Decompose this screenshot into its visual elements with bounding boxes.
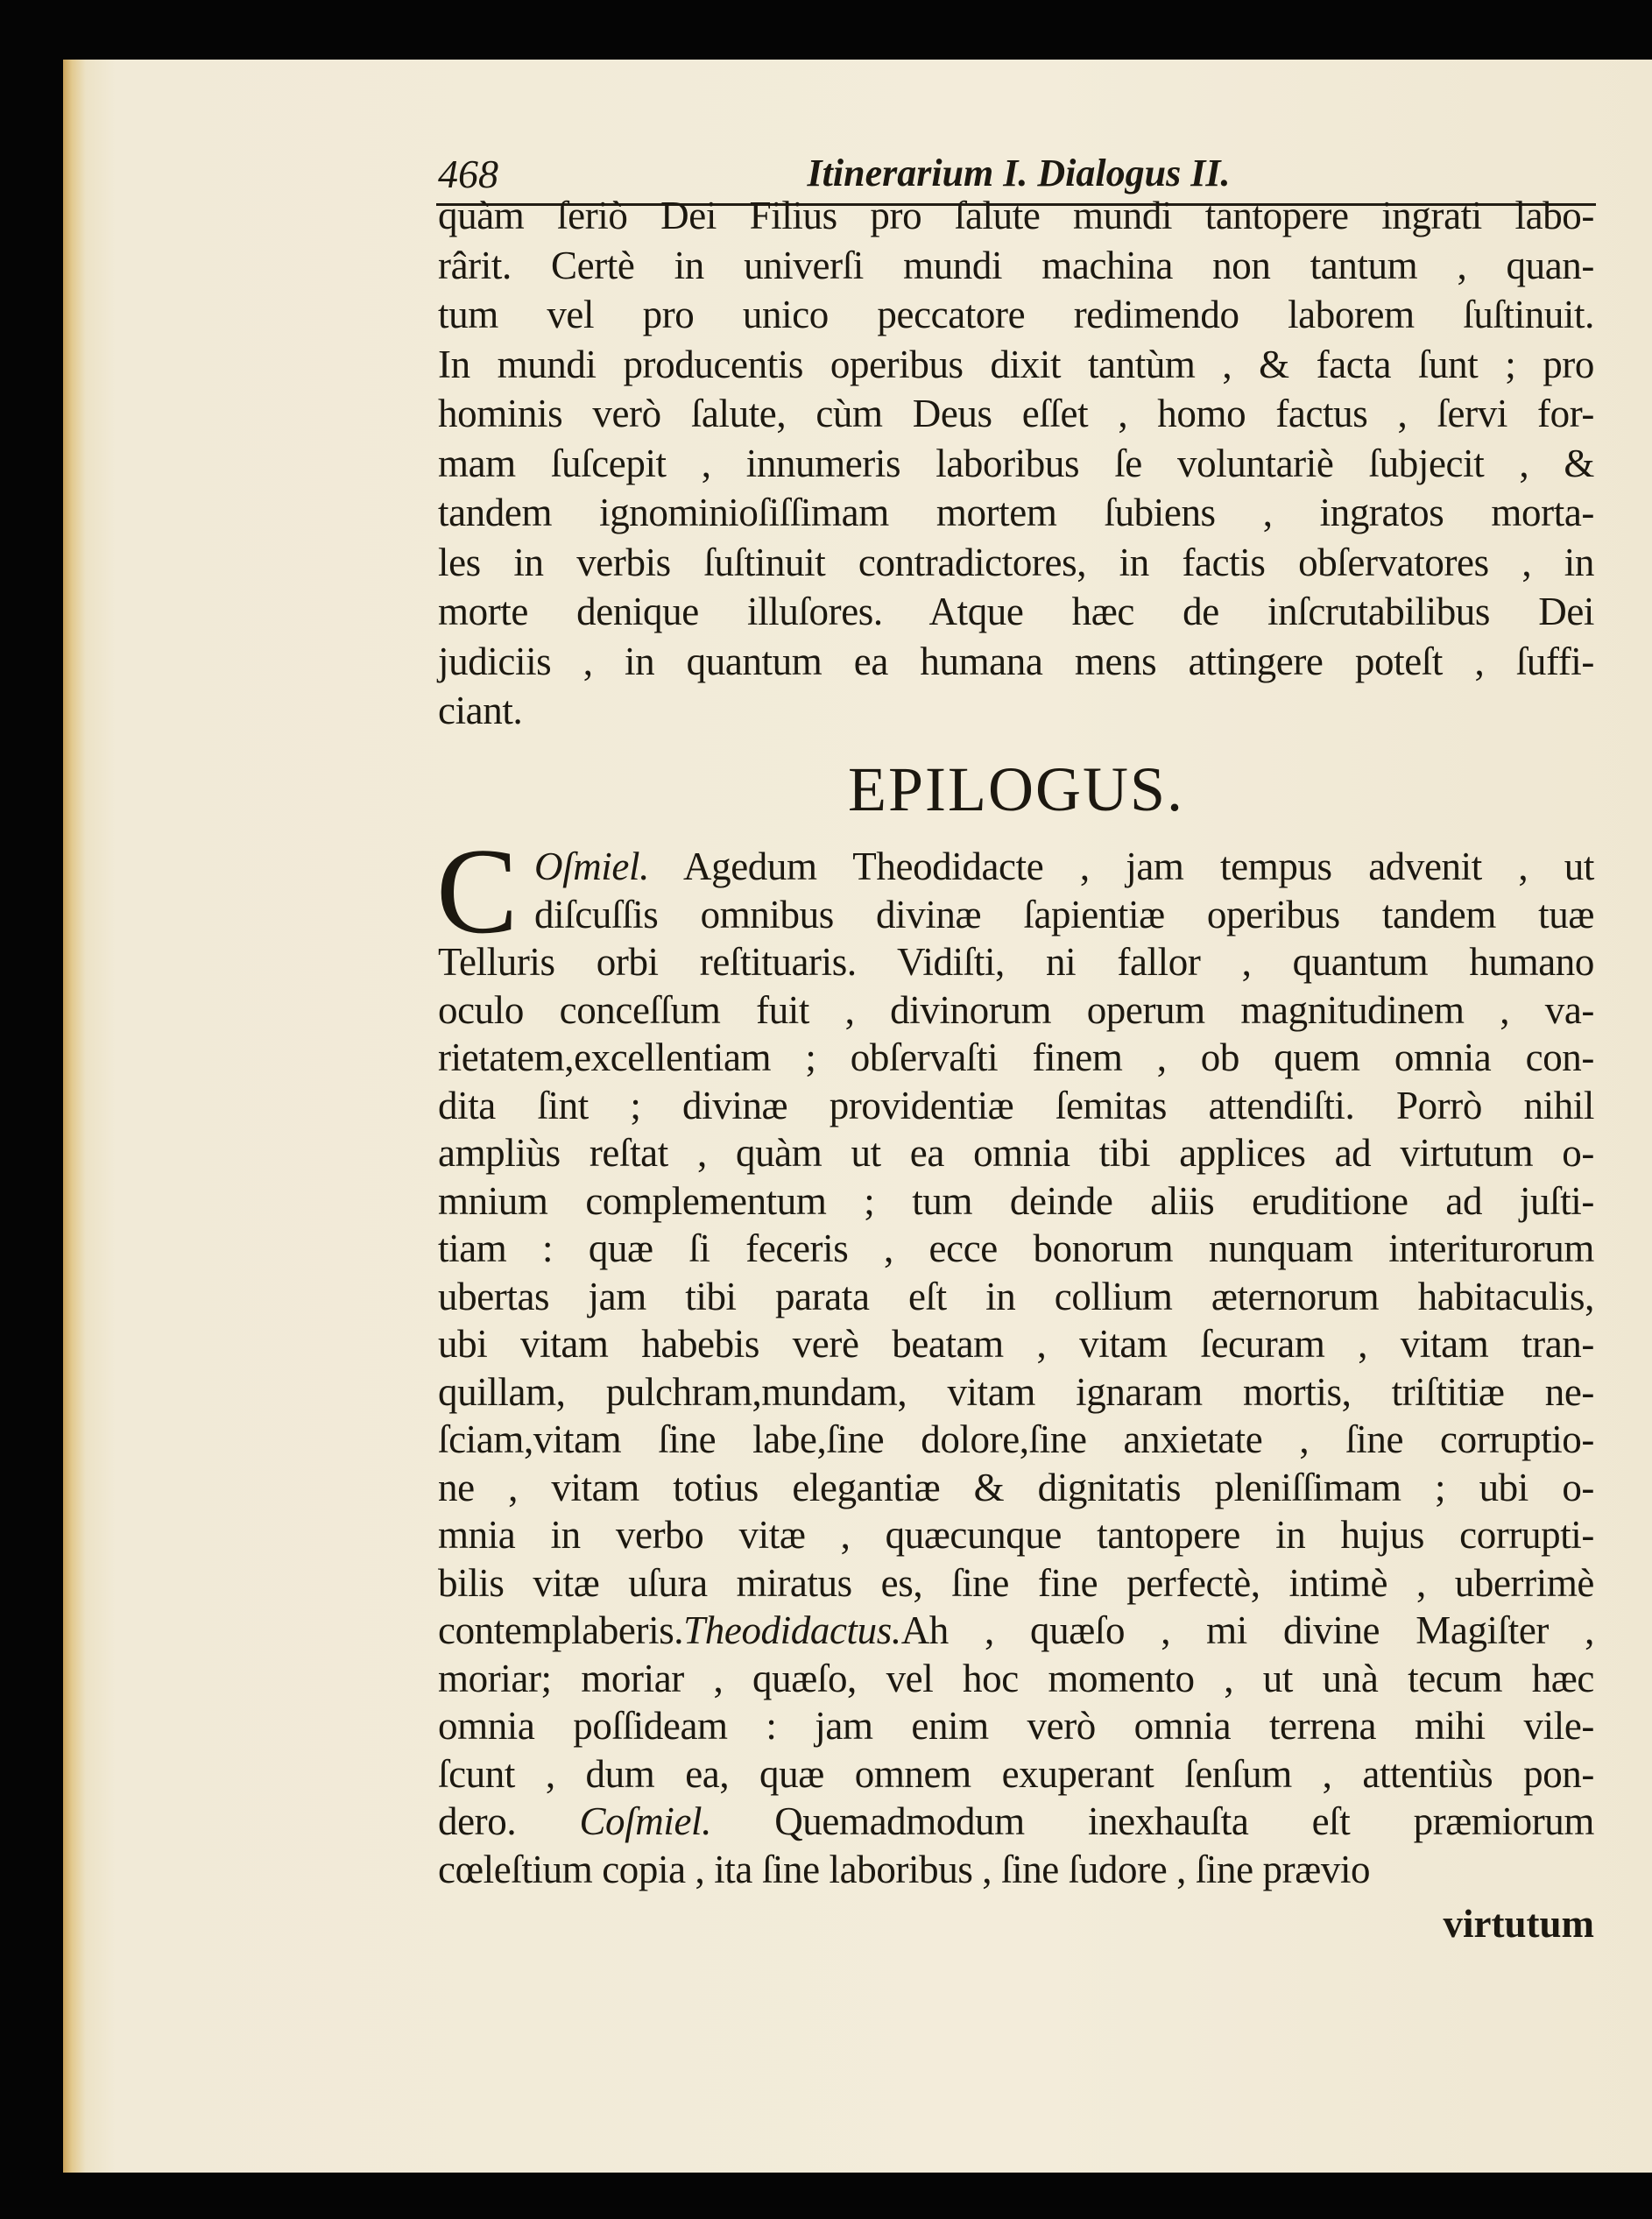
text-segment: hominis verò ſalute, cùm Deus eſſet , homo factus , ſervi for- <box>438 392 1594 435</box>
text-line <box>438 1511 1594 1559</box>
text-segment: mam ſuſcepit , innumeris laboribus ſe voluntariè ſubjecit , & <box>438 441 1594 485</box>
text-segment: bilis vitæ uſura miratus es, ſine fine perfectè, intimè , uberrimè <box>438 1560 1594 1605</box>
text-segment: diſcuſſis omnibus divinæ ſapientiæ operibus tandem tuæ <box>534 892 1594 936</box>
paragraph-1 <box>438 191 1594 736</box>
text-segment: les in verbis ſuſtinuit contradictores, in factis obſervatores , in <box>438 540 1594 584</box>
page-number: 468 <box>438 152 498 196</box>
text-segment: tiam : quæ ſi feceris , ecce bonorum nunquam interiturorum <box>438 1226 1594 1270</box>
text-line <box>438 389 1594 439</box>
text-line <box>534 843 1594 891</box>
text-segment: rârit. Certè in univerſi mundi machina non tantum , quan- <box>438 243 1594 287</box>
text-line <box>438 1129 1594 1177</box>
section-heading: EPILOGUS. <box>847 754 1184 824</box>
running-head: Itinerarium I. Dialogus II. <box>807 152 1231 194</box>
text-segment: ubi vitam habebis verè beatam , vitam ſecuram , vitam tran- <box>438 1322 1594 1366</box>
text-segment: Ah , quæſo , mi divine Magiſter , <box>900 1608 1594 1652</box>
drop-cap: C <box>436 823 519 959</box>
text-line <box>438 1082 1594 1130</box>
text-segment: ne , vitam totius elegantiæ & dignitatis pleniſſimam ; ubi o- <box>438 1465 1594 1509</box>
text-line <box>438 587 1594 637</box>
text-segment: ſciam,vitam ſine labe,ſine dolore,ſine anxietate , ſine corruptio- <box>438 1417 1594 1461</box>
text-segment: tandem ignominioſiſſimam mortem ſubiens , ingratos morta- <box>438 491 1594 534</box>
text-segment: judiciis , in quantum ea humana mens attingere poteſt , ſuffi- <box>438 639 1594 683</box>
text-line <box>438 1846 1594 1894</box>
text-segment: quàm ſeriò Dei Filius pro ſalute mundi tantopere ingrati labo- <box>438 194 1594 237</box>
text-segment: ſcunt , dum ea, quæ omnem exuperant ſenſum , attentiùs pon- <box>438 1751 1594 1796</box>
speaker-name: Theodidactus. <box>683 1608 901 1652</box>
text-line <box>438 439 1594 489</box>
text-segment: Quemadmodum inexhauſta eſt præmiorum <box>710 1799 1594 1843</box>
text-segment: mnium complementum ; tum deinde aliis eruditione ad juſti- <box>438 1178 1594 1223</box>
text-line <box>438 1607 1594 1655</box>
text-segment: quillam, pulchram,mundam, vitam ignaram mortis, triſtitiæ ne- <box>438 1369 1594 1414</box>
text-line <box>438 1655 1594 1703</box>
text-segment: Agedum Theodidacte , jam tempus advenit , ut <box>648 844 1594 888</box>
text-segment: dero. <box>438 1799 580 1843</box>
text-line <box>438 986 1594 1035</box>
text-line <box>438 290 1594 340</box>
text-line <box>438 538 1594 588</box>
text-line <box>438 637 1594 687</box>
text-line <box>438 241 1594 291</box>
text-line <box>438 1225 1594 1273</box>
text-line <box>438 1798 1594 1846</box>
text-segment: dita ſint ; divinæ providentiæ ſemitas attendiſti. Porrò nihil <box>438 1083 1594 1127</box>
text-line <box>534 891 1594 939</box>
text-segment: ubertas jam tibi parata eſt in collium æternorum habitaculis, <box>438 1274 1594 1318</box>
text-segment: ampliùs reſtat , quàm ut ea omnia tibi applices ad virtutum o- <box>438 1131 1594 1175</box>
text-line <box>438 938 1594 986</box>
text-segment: Telluris orbi reſtituaris. Vidiſti, ni fallor , quantum humano <box>438 940 1594 984</box>
text-segment: omnia poſſideam : jam enim verò omnia terrena mihi vile- <box>438 1704 1594 1748</box>
text-line <box>438 1750 1594 1799</box>
text-line <box>438 1416 1594 1464</box>
text-line <box>438 1320 1594 1368</box>
text-segment: tum vel pro unico peccatore redimendo laborem ſuſtinuit. <box>438 293 1594 336</box>
speaker-name: Coſmiel. <box>579 1799 711 1843</box>
text-line <box>438 686 1594 736</box>
text-segment: mnia in verbo vitæ , quæcunque tantopere in hujus corrupti- <box>438 1513 1594 1557</box>
text-line <box>438 340 1594 390</box>
text-line <box>438 1464 1594 1512</box>
text-segment: cœleſtium copia , ita ſine laboribus , ſine ſudore , ſine prævio <box>438 1847 1371 1891</box>
paragraph-2 <box>436 823 1594 1893</box>
text-segment: contemplaberis. <box>438 1608 684 1652</box>
text-segment: morte denique illuſores. Atque hæc de inſcrutabilibus Dei <box>438 590 1594 633</box>
text-segment: In mundi producentis operibus dixit tantùm , & facta ſunt ; pro <box>438 342 1594 386</box>
text-line <box>438 1034 1594 1082</box>
text-line <box>438 1273 1594 1321</box>
text-line <box>438 1177 1594 1226</box>
text-line <box>438 1559 1594 1608</box>
text-line <box>438 1702 1594 1750</box>
text-segment: rietatem,excellentiam ; obſervaſti finem , ob quem omnia con- <box>438 1035 1594 1079</box>
text-segment: ciant. <box>438 689 523 732</box>
speaker-name: Oſmiel. <box>534 844 649 888</box>
text-line <box>438 488 1594 538</box>
text-line <box>438 191 1594 241</box>
text-line <box>438 1368 1594 1417</box>
text-segment: oculo conceſſum fuit , divinorum operum magnitudinem , va- <box>438 987 1594 1032</box>
catchword: virtutum <box>1443 1902 1594 1946</box>
text-segment: moriar; moriar , quæſo, vel hoc momento , ut unà tecum hæc <box>438 1656 1594 1700</box>
